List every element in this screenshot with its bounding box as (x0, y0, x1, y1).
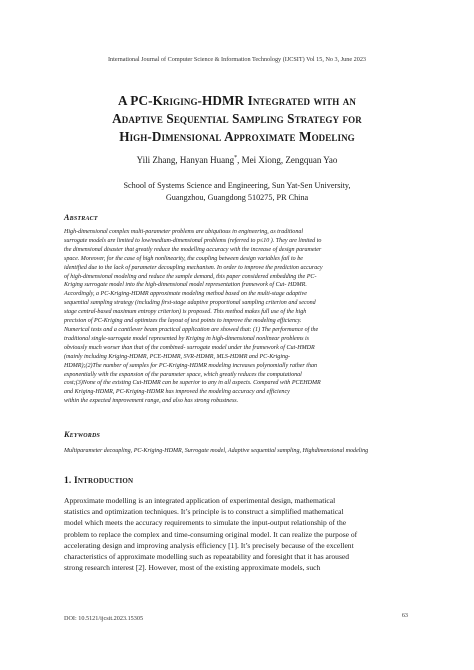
abstract-heading: Abstract (64, 213, 98, 222)
introduction-body (64, 495, 408, 573)
abstract-line: within the expected improvement range, and also has strong robustness. (64, 398, 239, 405)
abstract-line: surrogate models are limited to low/medium-dimensional problems (referred to p≤10 ). They are limited to (64, 237, 322, 244)
introduction-line: Approximate modelling is an integrated application of experimental design, mathematical (64, 496, 336, 505)
journal-header: International Journal of Computer Science & Information Technology (IJCSIT) Vol 15, No 3, June 2023 (107, 56, 367, 63)
introduction-heading: 1. Introduction (64, 476, 134, 486)
abstract-line: obviously much worser than that of the combined- surrogate model under the framework of Cut-HMDR (64, 344, 315, 351)
introduction-line: model which meets the accuracy requirements to simulate the input-output relationship of the (64, 518, 347, 528)
abstract-line: the dimensional disaster that greatly reduce the modelling accuracy with the increase of design parameter (64, 246, 322, 253)
corresponding-author-mark: * (234, 155, 238, 161)
title-line-2: Adaptive Sequential Sampling Strategy for (112, 111, 362, 126)
keywords-heading: Keywords (64, 430, 101, 439)
abstract-line: Kriging surrogate model into the high-dimensional model representation framework of Cut- HDMR. (64, 282, 307, 289)
abstract-line: exponentially with the expansion of the parameter space, which greatly reduces the computational (64, 371, 302, 378)
doi-footer: DOI: 10.5121/ijcsit.2023.15305 (64, 615, 144, 622)
abstract-line: sequential sampling strategy (including first-stage adaptive proportional sampling criterion and second (64, 300, 316, 307)
abstract-line: High-dimensional complex multi-parameter problems are ubiquitous in engineering, as traditional (64, 229, 304, 235)
page-number: 63 (401, 612, 408, 619)
introduction-line: statistics and optimization techniques. It’s principle is to construct a simplified mathematical (64, 507, 344, 517)
introduction-line: problem to replace the complex and time-consuming original model. It can realize the purpose of (64, 529, 358, 539)
abstract-line: precision of PC-Kriging and optimizes the layout of test points to improve the modeling efficiency. (64, 318, 302, 325)
paper-title (60, 92, 414, 146)
introduction-line: accelerating design and improving analysis efficiency [1]. It’s precisely because of the excellent (64, 540, 354, 550)
abstract-line: cost;(3)None of the existing Cut-HDMR can be superior to any in all aspects. Compared with PCEHDMR (64, 380, 321, 387)
abstract-line: (mainly including Kriging-HDMR, PCE-HDMR, SVR-HDMR, MLS-HDMR and PC-Kriging- (64, 353, 291, 360)
author-list (0, 155, 474, 165)
abstract-line: of high-dimensional modeling and reduce the sample demand, this paper considered embedding the PC- (64, 273, 317, 280)
affiliation (40, 180, 434, 204)
abstract-line: and Kriging-HDMR, PC-Kriging-HDMR has improved the modeling accuracy and efficiency (64, 389, 290, 396)
abstract-line: space. Moreover, for the case of high nonlinearity, the coupling between design variables fail to be (64, 255, 303, 262)
abstract-line: stage central-based maximum entropy criterion) is proposed. This method makes full use of the high (64, 309, 307, 316)
abstract-line: Accordingly, a PC-Kriging-HDMR approximate modeling method based on the multi-stage adaptive (64, 291, 307, 298)
abstract-body (64, 228, 408, 406)
introduction-line: characteristics of approximate modelling such as repeatability and foresight that it has aroused (64, 552, 350, 562)
title-line-3: High-Dimensional Approximate Modeling (119, 129, 355, 144)
authors-rest: , Mei Xiong, Zengquan Yao (237, 155, 338, 165)
abstract-line: identified due to the lack of parameter decoupling mechanism. In order to improve the prediction accuracy (64, 264, 323, 271)
authors-first: Yili Zhang, Hanyan Huang (136, 155, 235, 165)
abstract-line: traditional single-surrogate model represented by Kriging in high-dimensional nonlinear problems is (64, 335, 309, 342)
affiliation-line-1: School of Systems Science and Engineering, Sun Yat-Sen University, (123, 181, 351, 190)
introduction-line: strong research interest [2]. However, most of the existing approximate models, such (64, 563, 321, 573)
abstract-line: Numerical tests and a cantilever beam practical application are showed that: (1) The performance of the (64, 326, 319, 333)
keywords-text: Multiparameter decoupling, PC-Kriging-HDMR, Surrogate model, Adaptive sequential sampling, Highdimensional modeling (64, 448, 369, 454)
affiliation-line-2: Guangzhou, Guangdong 510275, PR China (165, 193, 309, 202)
abstract-line: HDMR);(2)The number of samples for PC-Kriging-HDMR modeling increases polynomially rather than (64, 362, 318, 369)
title-line-1: A PC-Kriging-HDMR Integrated with an (118, 93, 356, 108)
